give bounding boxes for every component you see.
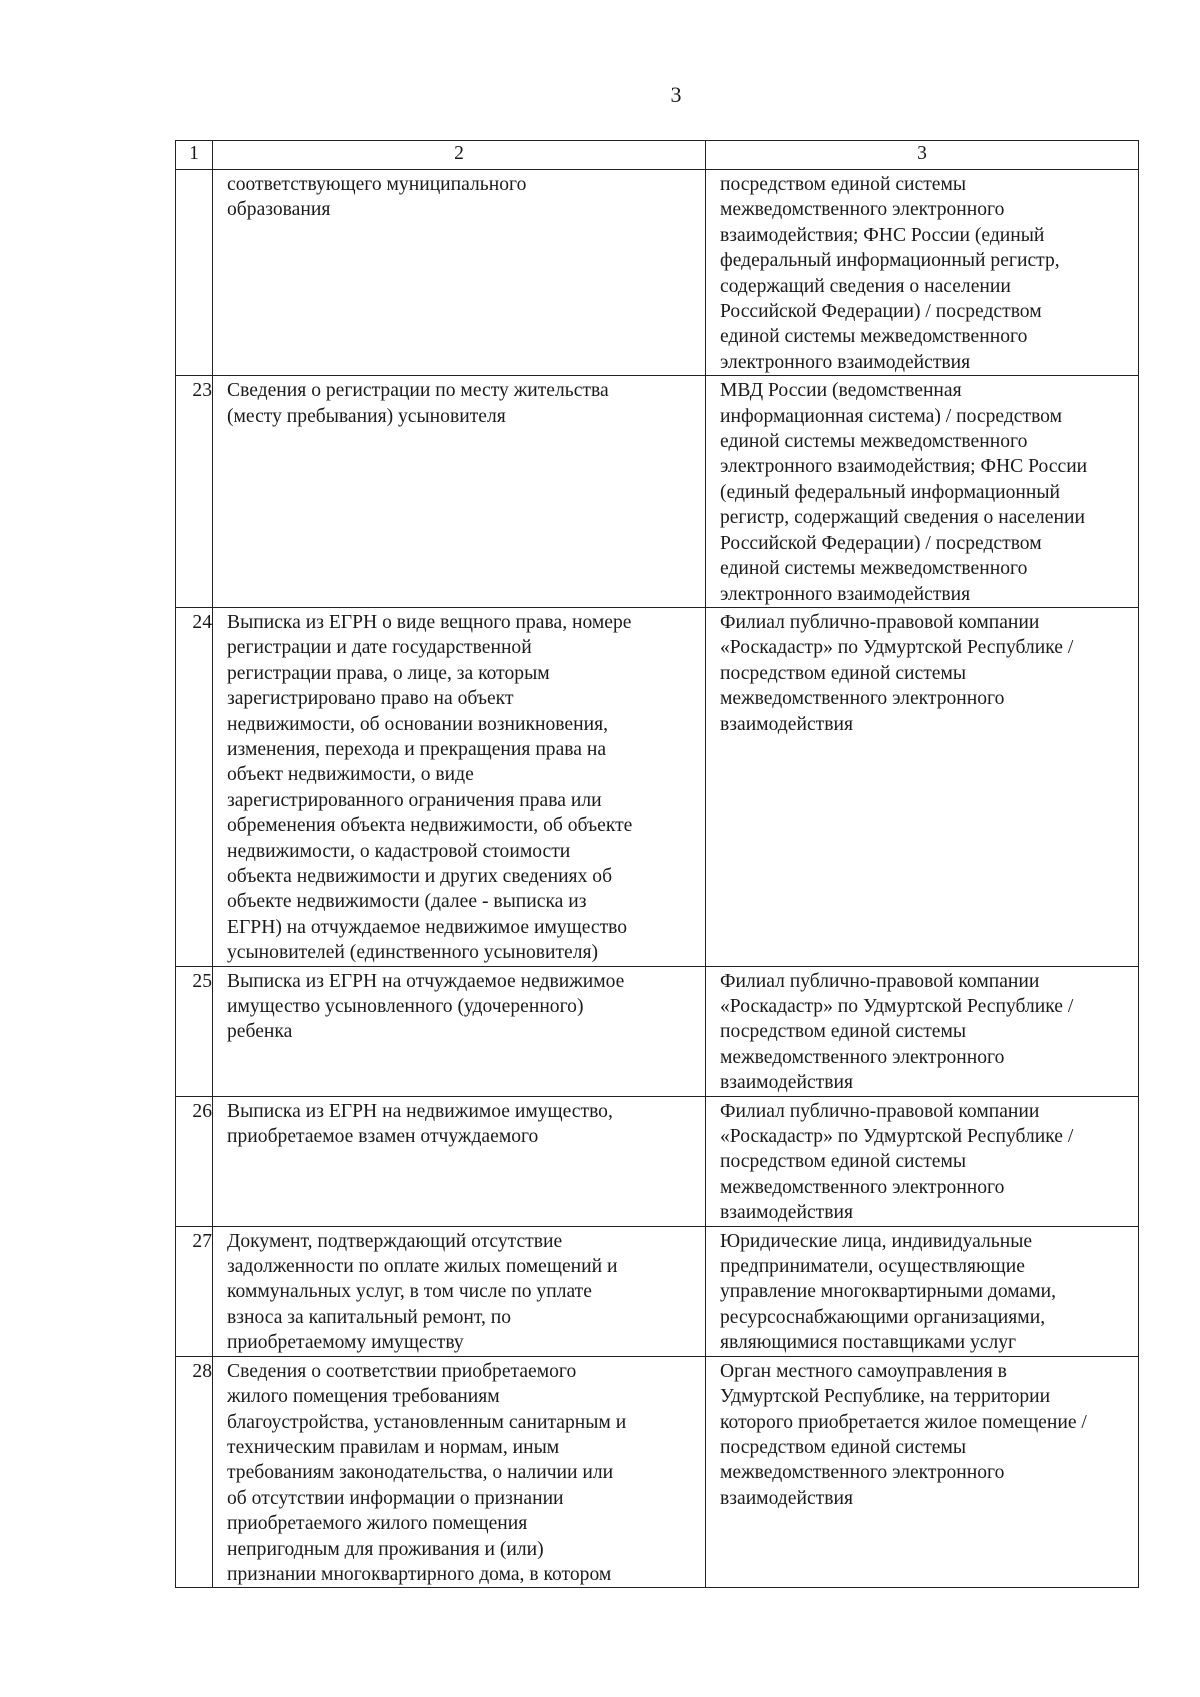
document-name-cell: Выписка из ЕГРН на недвижимое имущество, приобретаемое взамен отчуждаемого: [213, 1096, 706, 1226]
document-name-cell: Сведения о регистрации по месту жительства (месту пребывания) усыновителя: [213, 376, 706, 608]
document-name-cell: Выписка из ЕГРН о виде вещного права, номере регистрации и дате государственной регистрации права, о лице, за которым зарегистрировано право на объект недвижимости, об основании возникновения, изменения, перехода и прекращения права на объект недвижимости, о виде зарегистрированного ограничения права или обременения объекта недвижимости, об объекте недвижимости, о кадастровой стоимости объекта недвижимости и других сведениях об объекте недвижимости (далее - выписка из ЕГРН) на отчуждаемое недвижимое имущество усыновителей (единственного усыновителя): [213, 607, 706, 966]
row-number: 25: [176, 966, 213, 1096]
table-row: [176, 1226, 1139, 1356]
row-number: 23: [176, 376, 213, 608]
page-number: 3: [670, 82, 682, 107]
source-cell: Филиал публично-правовой компании «Роскадастр» по Удмуртской Республике / посредством единой системы межведомственного электронного взаимодействия: [706, 607, 1139, 966]
column-header-3: 3: [706, 141, 1139, 170]
document-name-cell: Сведения о соответствии приобретаемого жилого помещения требованиям благоустройства, установленным санитарным и техническим правилам и нормам, иным требованиям законодательства, о наличии или об отсутствии информации о признании приобретаемого жилого помещения непригодным для проживания и (или) признании многоквартирного дома, в котором: [213, 1356, 706, 1588]
column-header-1: 1: [176, 141, 213, 170]
row-number: 24: [176, 607, 213, 966]
column-header-2: 2: [213, 141, 706, 170]
table-row: [176, 607, 1139, 966]
table-row: [176, 1096, 1139, 1226]
table-row: [176, 966, 1139, 1096]
table-row: [176, 170, 1139, 376]
table-row: [176, 376, 1139, 608]
row-number: [176, 170, 213, 376]
source-cell: Орган местного самоуправления в Удмуртской Республике, на территории которого приобретается жилое помещение / посредством единой системы межведомственного электронного взаимодействия: [706, 1356, 1139, 1588]
table-header-row: [176, 141, 1139, 170]
source-cell: Филиал публично-правовой компании «Роскадастр» по Удмуртской Республике / посредством единой системы межведомственного электронного взаимодействия: [706, 966, 1139, 1096]
source-cell: посредством единой системы межведомственного электронного взаимодействия; ФНС России (единый федеральный информационный регистр, содержащий сведения о населении Российской Федерации) / посредством единой системы межведомственного электронного взаимодействия: [706, 170, 1139, 376]
row-number: 28: [176, 1356, 213, 1588]
row-number: 26: [176, 1096, 213, 1226]
row-number: 27: [176, 1226, 213, 1356]
source-cell: МВД России (ведомственная информационная система) / посредством единой системы межведомственного электронного взаимодействия; ФНС России (единый федеральный информационный регистр, содержащий сведения о населении Российской Федерации) / посредством единой системы межведомственного электронного взаимодействия: [706, 376, 1139, 608]
document-name-cell: Документ, подтверждающий отсутствие задолженности по оплате жилых помещений и коммунальных услуг, в том числе по уплате взноса за капитальный ремонт, по приобретаемому имуществу: [213, 1226, 706, 1356]
table-row: [176, 1356, 1139, 1588]
document-name-cell: Выписка из ЕГРН на отчуждаемое недвижимое имущество усыновленного (удочеренного) ребенка: [213, 966, 706, 1096]
document-name-cell: соответствующего муниципального образования: [213, 170, 706, 376]
source-cell: Филиал публично-правовой компании «Роскадастр» по Удмуртской Республике / посредством единой системы межведомственного электронного взаимодействия: [706, 1096, 1139, 1226]
documents-table: [175, 140, 1139, 1588]
source-cell: Юридические лица, индивидуальные предприниматели, осуществляющие управление многоквартирными домами, ресурсоснабжающими организациями, являющимися поставщиками услуг: [706, 1226, 1139, 1356]
